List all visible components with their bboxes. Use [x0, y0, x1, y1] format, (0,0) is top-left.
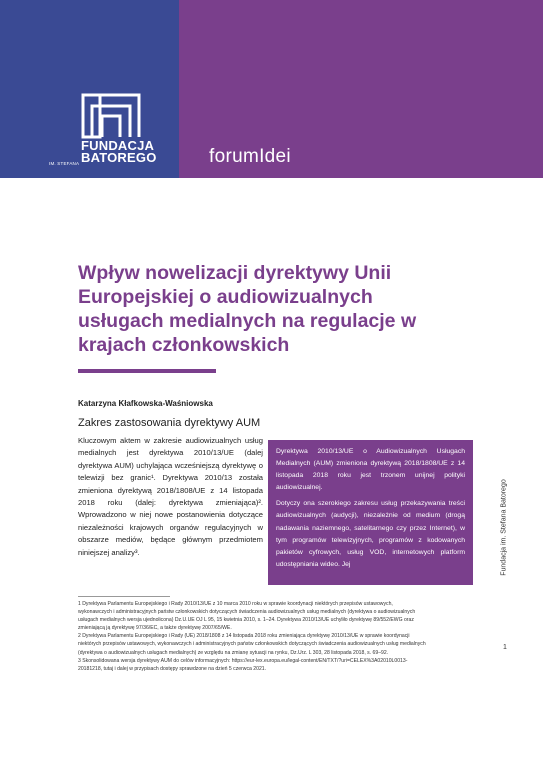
- body-text: [78, 435, 263, 559]
- series-name: forumIdei: [209, 146, 291, 167]
- side-text: [498, 470, 510, 590]
- callout-paragraph-1: Dyrektywa 2010/13/UE o Audiowizualnych Usługach Medialnych (AUM) zmieniona dyrektywą 2018/1808/UE z 14 listopada 2018 roku jest trzonem unijnej polityki audiowizualnej.: [276, 448, 465, 492]
- section-heading: Zakres zastosowania dyrektywy AUM: [78, 417, 261, 429]
- foundation-logo-icon: [80, 92, 142, 140]
- logo-line1: FUNDACJA: [81, 138, 155, 153]
- side-text-label: Fundacja im. Stefana Batorego: [500, 479, 508, 576]
- footnote-rule: [78, 596, 170, 597]
- document-title: Wpływ nowelizacji dyrektywy Unii Europejskiej o audiowizualnych usługach medialnych na regulacje w krajach członkowskich: [78, 262, 417, 356]
- callout-paragraph-2: Dotyczy ona szerokiego zakresu usług przekazywania treści audiowizualnych (audycji), niezależnie od medium (drogą nadawania naziemnego, satelitarnego czy przez Internet), w tym programów telewizyjnych, programów z kodowanych pakietów cyfrowych, usług VOD, internetowych platform udostępniania wideo. Jej: [276, 500, 465, 568]
- page-number: 1: [503, 644, 507, 651]
- footnotes: [78, 600, 428, 673]
- author-name: Katarzyna Kłafkowska-Waśniowska: [78, 399, 213, 408]
- logo-prefix: IM. STEFANA: [49, 161, 80, 166]
- title-rule: [78, 369, 216, 373]
- logo-line2: BATOREGO: [81, 150, 157, 165]
- logo-wordmark: [81, 140, 157, 164]
- body-paragraph: Kluczowym aktem w zakresie audiowizualnych usług medialnych jest dyrektywa 2010/13/UE (dalej dyrektywa AUM) uchylająca wcześniejszą dyrektywę o telewizji bez granic¹. Dyrektywa 2010/13 została zmieniona dyrektywą 2018/1808/UE z 14 listopada 2018 roku (dalej: dyrektywa zmieniająca)². Wprowadzono w niej nowe postanowienia dotyczące niezależności krajowych organów regulacyjnych w obszarze mediów, będące głównym przedmiotem niniejszej analizy³.: [78, 436, 263, 557]
- footnote-2: 2 Dyrektywa Parlamentu Europejskiego i Rady (UE) 2018/1808 z 14 listopada 2018 roku zmieniająca dyrektywę 2010/13/UE w sprawie koordynacji niektórych przepisów ustawowych, wykonawczych i administracyjnych państw członkowskich dotyczących świadczenia audiowizualnych usług medialnych (dyrektywa o audiowizualnych usługach medialnych) ze względu na zmianę sytuacji na rynku, Dz.Urz. L 303, 28 listopada 2018, s. 69–92.: [78, 633, 426, 656]
- footnote-1: 1 Dyrektywa Parlamentu Europejskiego i Rady 2010/13/UE z 10 marca 2010 roku w sprawie koordynacji niektórych przepisów ustawowych, wykonawczych i administracyjnych państw członkowskich dotyczących świadczenia audiowizualnych usług medialnych (dyrektywa o audiowizualnych usługach medialnych wersja ujednolicona) Dz.U.UE OJ L 95, 15 kwietnia 2010, s. 1–24. Dyrektywa 2010/13/UE uchyliło dyrektywę 89/552/EWG oraz zmieniającą ją dyrektywę 97/36/EC, a także dyrektywę 2007/65/WE.: [78, 601, 416, 632]
- callout-box: [268, 440, 473, 585]
- footnote-3: 3 Skonsolidowana wersja dyrektywy AUM do celów informacyjnych: https://eur-lex.europa.eu/legal-content/EN/TXT/?uri=CELEX%3A02010L0013-20181218, tutaj i dalej w przypisach dostępy sprawdzone na dzień 5 czerwca 2021.: [78, 657, 408, 672]
